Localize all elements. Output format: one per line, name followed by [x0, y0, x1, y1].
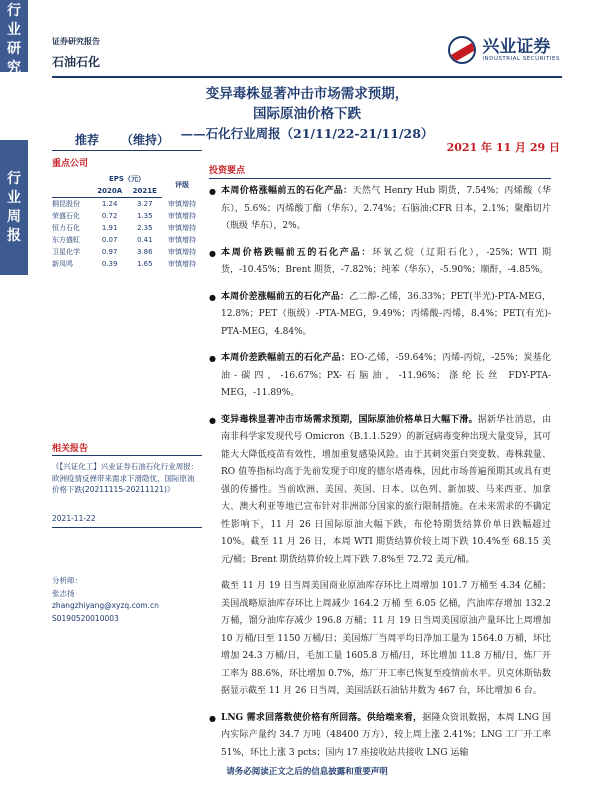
- related-bottom-divider: [52, 527, 202, 528]
- logo-name: 兴业证券: [482, 37, 551, 57]
- report-date: 2021 年 11 月 29 日: [446, 141, 560, 154]
- logo-english: INDUSTRIAL SECURITIES: [482, 56, 560, 62]
- table-row: 新凤鸣 0.39 1.65 审慎增持: [52, 260, 197, 268]
- related-report-date: 2021-11-22: [52, 514, 96, 523]
- sidebar-label-weekly-report: 行 业 周 报: [0, 140, 28, 275]
- paragraph-us-inventory: 截至 11 月 19 日当周美国商业原油库存环比上周增加 101.7 万桶至 4.34 亿桶；美国战略原油库存环比上周减少 164.2 万桶 至 6.05 亿桶，汽油库存增加 132.2 万桶，馏分油库存减少 196.8 万桶；11 月 19 日当周美国原油产量环比上周增加 10 万桶/日至 1150 万桶/日；美国炼厂当周平均日净加工量为 1564.0 万桶，环比增加 24.3 万桶/日，毛加工量 1605.8 万桶/日，环比增加 11.8 万桶/日，炼厂开工率为 88.6%，环比增加 0.7%，炼厂开工率已恢复至疫情前水平。贝克休斯钻数据显示截至 11 月 26 日当周，美国活跃石油钻井数为 467 台，环比增加 6 台。: [221, 581, 551, 696]
- table-row: 东方盛虹 0.07 0.41 审慎增持: [52, 236, 197, 244]
- bullet-spread-gainers: ● 本周价差涨幅前五的石化产品：乙二醇-乙烯，36.33%；PET(半光)-PTA-MEG，12.8%；PET（瓶级）-PTA-MEG，9.49%；丙烯酸-丙烯，8.4%；PET(有光)- PTA-MEG，4.84%。: [209, 289, 551, 342]
- title-line-2: 国际原油价格下跌: [253, 106, 361, 122]
- bullet-price-losers: ● 本周价格跌幅前五的石化产品：环氧乙烷（辽阳石化），-25%；WTI 期货，-10.45%；Brent 期货，-7.82%；纯苯（华东），-5.90%；顺酐，-4.85%。: [209, 245, 551, 280]
- investment-divider: [209, 178, 551, 179]
- investment-points: [209, 183, 551, 771]
- table-row: 桐昆股份 1.24 3.27 审慎增持: [52, 199, 197, 208]
- rating-label: 推荐: [75, 133, 100, 147]
- key-companies-heading: 重点公司: [52, 159, 89, 169]
- rating-col-header: 评级: [175, 181, 190, 190]
- table-row: 卫星化学 0.97 3.86 审慎增持: [52, 248, 197, 256]
- analyst-role: 分析师：: [52, 576, 82, 585]
- analyst-name: 张志扬: [52, 588, 75, 598]
- title-line-1: 变异毒株显著冲击市场需求预期，: [205, 86, 409, 102]
- title-line-3: ——石化行业周报（21/11/22-21/11/28）: [180, 126, 434, 141]
- report-type: 证券研究报告: [52, 37, 100, 46]
- eps-header: EPS（元）: [108, 175, 145, 183]
- bullet-spread-losers: ● 本周价差跌幅前五的石化产品：EO-乙烯，-59.64%；丙烯-丙烷，-25%；炭基化油-碳四，-16.67%；PX-石脑油，-11.96%；涤纶长丝 FDY-PTA-MEG，-11.89%。: [209, 350, 551, 403]
- company-logo: [448, 36, 560, 64]
- rating: [75, 131, 169, 148]
- industry-name: 石油石化: [52, 55, 101, 69]
- left-divider: [52, 150, 202, 151]
- year-col-header: 2021E: [127, 185, 162, 198]
- table-row: 恒力石化 1.91 2.35 审慎增持: [52, 224, 197, 232]
- analyst-email[interactable]: zhangzhiyang@xyzq.com.cn: [52, 601, 159, 610]
- investment-heading-wrap: [209, 163, 551, 176]
- header-divider: [52, 76, 562, 78]
- analyst-info: [52, 575, 159, 625]
- sidebar-label-industry-research: 行 业 研 究: [0, 0, 28, 72]
- year-col-header: 2020A: [92, 185, 128, 198]
- rating-change: （维持）: [121, 133, 170, 147]
- analyst-cert: S0190520010003: [52, 613, 119, 623]
- bullet-omicron-oil: ● 变异毒株显著冲击市场需求预期，国际原油价格单日大幅下滑。据新华社消息，由南非科学家发现代号 Omicron（B.1.1.529）的新冠病毒变种出现大量变异，其可能大大降低疫苗有效性，增加重复感染风险。由于其刺突蛋白突变数、毒株载量、RO 值等指标均高于先前发现于印度的德尔塔毒株，因此市场普遍预期其或具有更强的传播性。当前欧洲、美国、英国、日本、以色列、新加坡、马来西亚、加拿大、澳大利亚等地已宣布针对非洲部分国家的旅行限制措施。在未来需求的不确定性影响下，11 月 26 日国际原油大幅下跌，布伦特期货结算价单日跌幅超过 10%。截至 11 月 26 日，本周 WTI 期货结算价较上周下跌 10.4%至 68.15 美元/桶；Brent 期货结算价较上周下跌 7.8%至 72.72 美元/桶。: [209, 412, 551, 570]
- related-reports-heading: 相关报告: [52, 444, 89, 454]
- related-divider: [52, 455, 202, 456]
- logo-icon: [448, 36, 476, 64]
- table-row: 荣盛石化 0.72 1.35 审慎增持: [52, 212, 197, 220]
- bullet-price-gainers: ● 本周价格涨幅前五的石化产品：天然气 Henry Hub 期货，7.54%；丙烯酸（华东），5.6%；丙烯酸丁酯（华东），2.74%；石脑油:CFR 日本，2.1%；聚酯切片（瓶级 华东），2%。: [209, 183, 551, 236]
- related-report-link[interactable]: 《【兴证化工】兴业证券石油石化行业周报：欧洲疫情反弹带来需求下滑隐忧，国际原油价格下跌(20211115-20211121)》: [52, 462, 199, 494]
- disclaimer-footer: 请务必阅读正文之后的信息披露和重要声明: [226, 767, 388, 777]
- key-companies-table: [52, 173, 202, 270]
- sidebar: [0, 0, 30, 800]
- investment-heading: 投资要点: [209, 166, 246, 176]
- bullet-lng: ● LNG 需求回落数使价格有所回落。供给端来看，据隆众资讯数据，本周 LNG 国内实际产量约 34.7 万吨（48400 万方），较上周上涨 2.41%；LNG 工厂开工率 51%，环比上涨 3 pcts；国内 17 座接收站共接收 LNG 运输: [209, 710, 551, 763]
